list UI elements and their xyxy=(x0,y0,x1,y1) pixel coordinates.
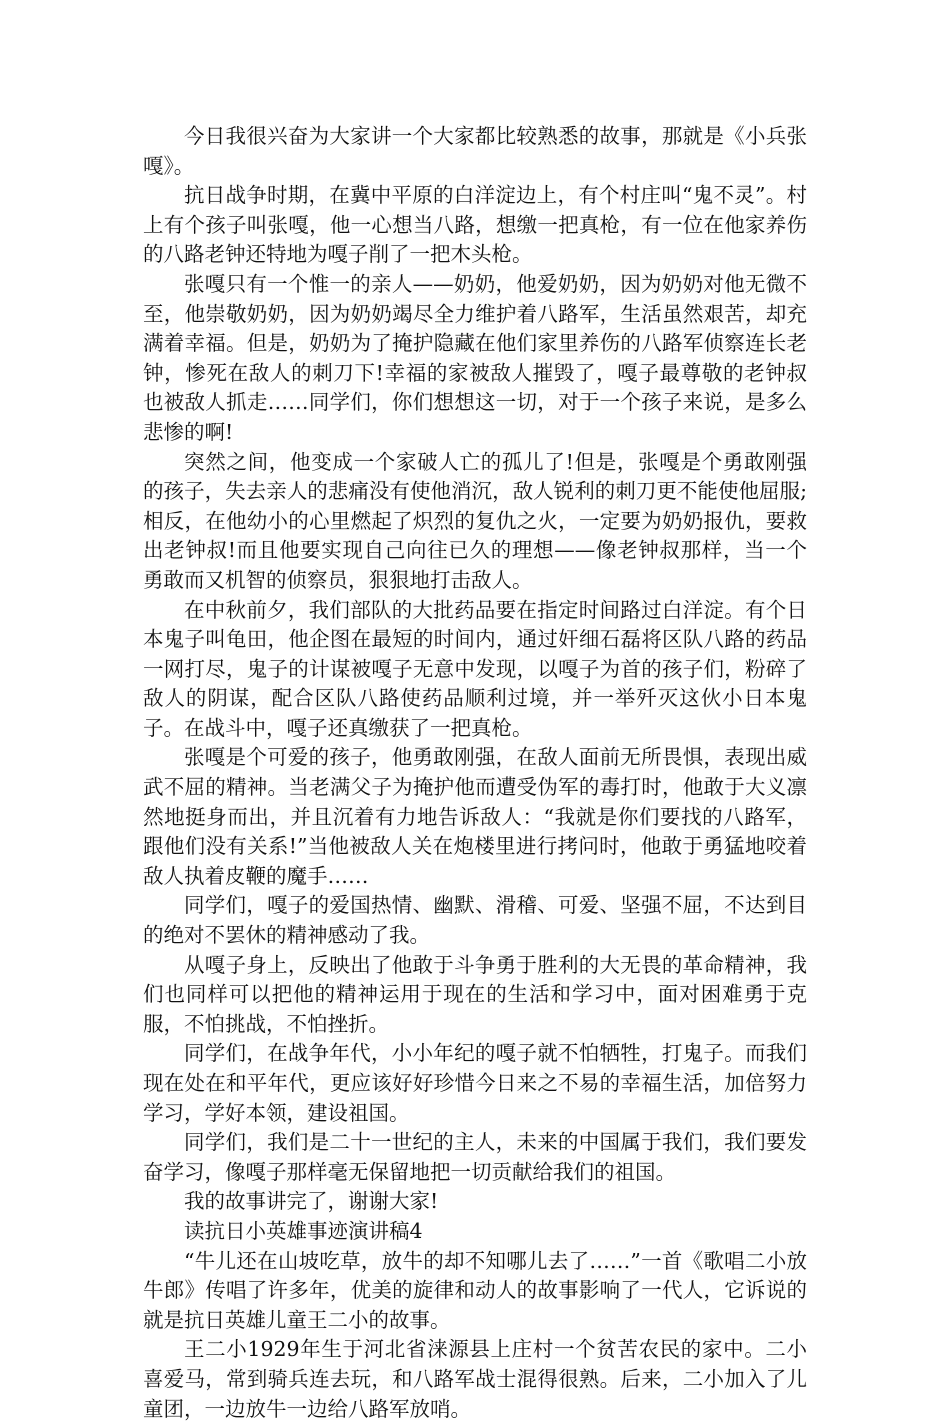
paragraph-intro: 今日我很兴奋为大家讲一个大家都比较熟悉的故事，那就是《小兵张嘎》。 xyxy=(143,124,807,178)
paragraph-thanks: 我的故事讲完了，谢谢大家! xyxy=(184,1189,439,1214)
paragraph-background: 抗日战争时期，在冀中平原的白洋淀边上，有个村庄叫“鬼不灵”。村上有个孩子叫张嘎，他一心想当八路，想缴一把真枪，有一位在他家养伤的八路老钟还特地为嘎子削了一把木头枪。 xyxy=(143,183,807,267)
paragraph-future: 同学们，我们是二十一世纪的主人，未来的中国属于我们，我们要发奋学习，像嘎子那样毫无保留地把一切贡献给我们的祖国。 xyxy=(143,1130,807,1184)
document-body xyxy=(143,122,807,1424)
paragraph-wang-erxiao: 王二小1929年生于河北省涞源县上庄村一个贫苦农民的家中。二小喜爱马，常到骑兵连去玩，和八路军战士混得很熟。后来，二小加入了儿童团，一边放牛一边给八路军放哨。 xyxy=(143,1337,807,1421)
paragraph-brave: 张嘎是个可爱的孩子，他勇敢刚强，在敌人面前无所畏惧，表现出威武不屈的精神。当老满父子为掩护他而遭受伪军的毒打时，他敢于大义凛然地挺身而出，并且沉着有力地告诉敌人：“我就是你们要找的八路军，跟他们没有关系!”当他被敌人关在炮楼里进行拷问时，他敢于勇猛地咬着敌人执着皮鞭的魔手…… xyxy=(143,745,807,888)
paragraph-moved: 同学们，嘎子的爱国热情、幽默、滑稽、可爱、坚强不屈，不达到目的绝对不罢休的精神感动了我。 xyxy=(143,893,807,948)
paragraph-grandma: 张嘎只有一个惟一的亲人——奶奶，他爱奶奶，因为奶奶对他无微不至，他崇敬奶奶，因为奶奶竭尽全力维护着八路军，生活虽然艰苦，却充满着幸福。但是，奶奶为了掩护隐藏在他们家里养伤的八路军侦察连长老钟，惨死在敌人的刺刀下!幸福的家被敌人摧毁了，嘎子最尊敬的老钟叔也被敌人抓走……同学们，你们想想这一切，对于一个孩子来说，是多么悲惨的啊! xyxy=(143,271,807,444)
paragraph-song: “牛儿还在山坡吃草，放牛的却不知哪儿去了……”一首《歌唱二小放牛郎》传唱了许多年，优美的旋律和动人的故事影响了一代人，它诉说的就是抗日英雄儿童王二小的故事。 xyxy=(143,1248,807,1332)
paragraph-mid-autumn: 在中秋前夕，我们部队的大批药品要在指定时间路过白洋淀。有个日本鬼子叫龟田，他企图在最短的时间内，通过奸细石磊将区队八路的药品一网打尽，鬼子的计谋被嘎子无意中发现，以嘎子为首的孩子们，粉碎了敌人的阴谋，配合区队八路使药品顺利过境，并一举歼灭这伙小日本鬼子。在战斗中，嘎子还真缴获了一把真枪。 xyxy=(143,597,807,740)
section-heading: 读抗日小英雄事迹演讲稿4 xyxy=(184,1218,423,1243)
paragraph-spirit: 从嘎子身上，反映出了他敢于斗争勇于胜利的大无畏的革命精神，我们也同样可以把他的精神运用于现在的生活和学习中，面对困难勇于克服，不怕挑战，不怕挫折。 xyxy=(143,952,807,1036)
paragraph-orphan: 突然之间，他变成一个家破人亡的孤儿了!但是，张嘎是个勇敢刚强的孩子，失去亲人的悲痛没有使他消沉，敌人锐利的刺刀更不能使他屈服;相反，在他幼小的心里燃起了炽烈的复仇之火，一定要为奶奶报仇，要救出老钟叔!而且他要实现自己向往已久的理想——像老钟叔那样，当一个勇敢而又机智的侦察员，狠狠地打击敌人。 xyxy=(143,449,807,592)
paragraph-peace: 同学们，在战争年代，小小年纪的嘎子就不怕牺牲，打鬼子。而我们现在处在和平年代，更应该好好珍惜今日来之不易的幸福生活，加倍努力学习，学好本领，建设祖国。 xyxy=(143,1041,807,1125)
